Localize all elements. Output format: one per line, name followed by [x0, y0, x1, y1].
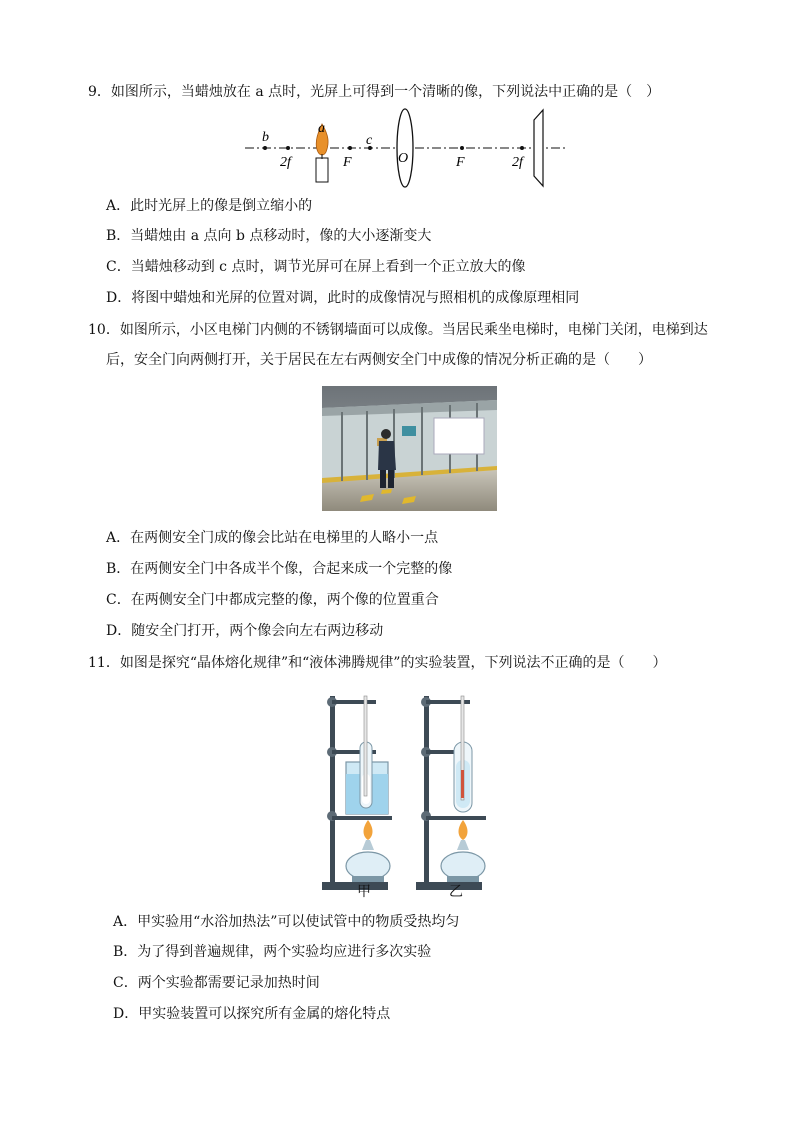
label-b: b [262, 130, 269, 145]
q11-option-a[interactable]: A．甲实验用“水浴加热法”可以使试管中的物质受热均匀 [113, 914, 460, 930]
q11-label-left: 甲 [357, 884, 371, 900]
q9-optics-diagram [240, 106, 570, 190]
q9-option-b[interactable]: B．当蜡烛由 a 点向 b 点移动时，像的大小逐渐变大 [106, 228, 432, 244]
q9-option-a[interactable]: A．此时光屏上的像是倒立缩小的 [106, 198, 313, 214]
apparatus-right [416, 696, 486, 890]
q9-stem: 9．如图所示，当蜡烛放在 a 点时，光屏上可得到一个清晰的像，下列说法中正确的是（ ） [88, 84, 661, 100]
q10-platform-door-photo [322, 386, 497, 511]
alcohol-lamp [346, 852, 390, 880]
flame-icon [364, 820, 373, 840]
q11-option-c[interactable]: C．两个实验都需要记录加热时间 [113, 975, 320, 991]
q11-option-d[interactable]: D．甲实验装置可以探究所有金属的熔化特点 [113, 1006, 391, 1022]
q10-option-c[interactable]: C．在两侧安全门中都成完整的像，两个像的位置重合 [106, 592, 439, 608]
q10-stem-line1: 10．如图所示，小区电梯门内侧的不锈钢墙面可以成像。当居民乘坐电梯时，电梯门关闭，电梯到达 [88, 322, 708, 338]
label-c: c [366, 133, 373, 148]
label-2f-left: 2f [280, 155, 291, 170]
label-F-right: F [456, 155, 465, 170]
flame-icon-right [459, 820, 468, 840]
q9-option-c[interactable]: C．当蜡烛移动到 c 点时，调节光屏可在屏上看到一个正立放大的像 [106, 259, 526, 275]
label-O: O [398, 151, 409, 166]
q11-option-b[interactable]: B．为了得到普遍规律，两个实验均应进行多次实验 [113, 944, 432, 960]
point-F-right-dot [460, 146, 464, 150]
candle-body [316, 158, 328, 182]
point-F-left-dot [348, 146, 352, 150]
alcohol-lamp-right [441, 852, 485, 880]
q11-label-right: 乙 [449, 884, 463, 900]
q11-apparatus-figure [318, 690, 488, 900]
point-2f-right-dot [520, 146, 524, 150]
q10-option-d[interactable]: D．随安全门打开，两个像会向左右两边移动 [106, 623, 384, 639]
apparatus-left [322, 696, 392, 890]
convex-lens [397, 109, 413, 187]
q10-option-a[interactable]: A．在两侧安全门成的像会比站在电梯里的人略小一点 [106, 530, 439, 546]
thermometer [364, 696, 367, 796]
point-2f-left-dot [286, 146, 290, 150]
q9-option-d[interactable]: D．将图中蜡烛和光屏的位置对调，此时的成像情况与照相机的成像原理相同 [106, 290, 580, 306]
q10-option-b[interactable]: B．在两侧安全门中各成半个像，合起来成一个完整的像 [106, 561, 453, 577]
label-a: a [318, 121, 325, 136]
q10-stem-line2: 后，安全门向两侧打开，关于居民在左右两侧安全门中成像的情况分析正确的是（ ） [106, 352, 652, 368]
light-screen [534, 110, 543, 186]
q11-stem: 11．如图是探究“晶体熔化规律”和“液体沸腾规律”的实验装置，下列说法不正确的是（ ） [88, 655, 667, 671]
label-F-left: F [343, 155, 352, 170]
label-2f-right: 2f [512, 155, 523, 170]
point-b-dot [263, 146, 267, 150]
